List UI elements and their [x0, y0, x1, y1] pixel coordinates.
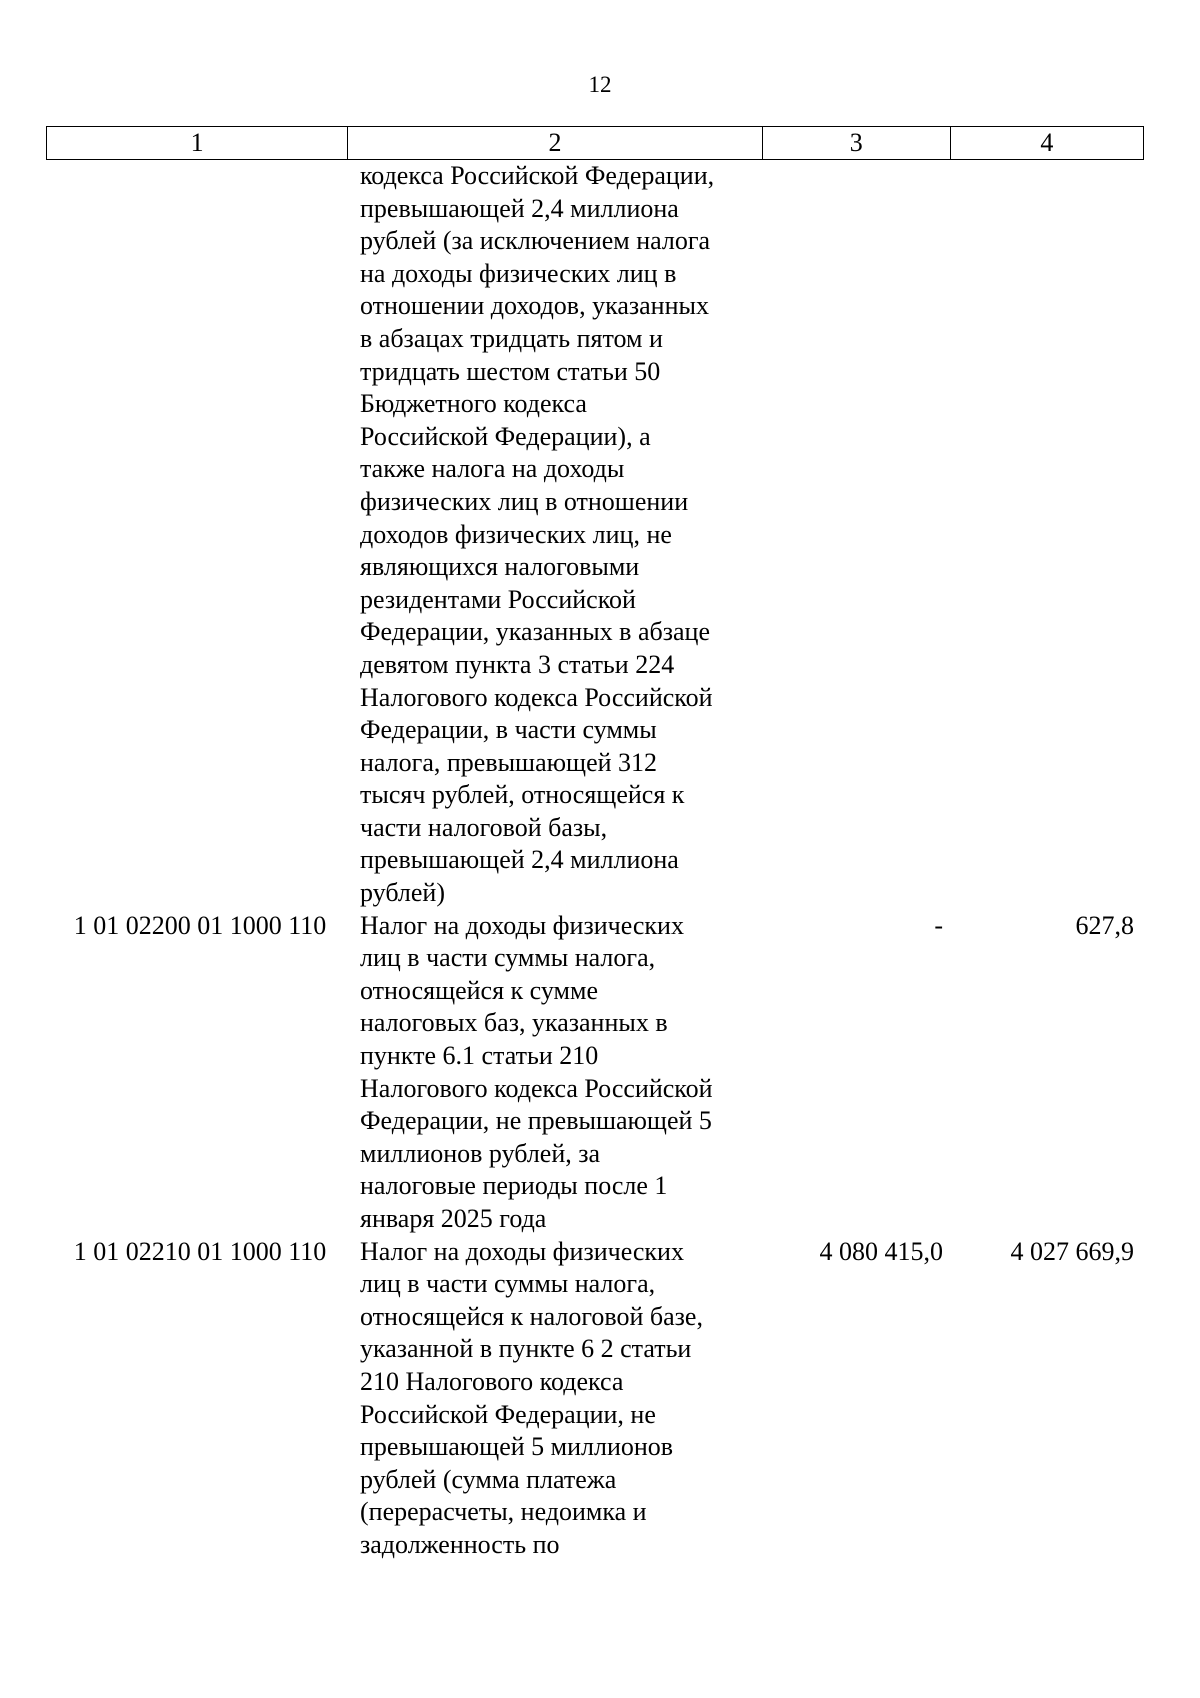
income-name-line: рублей (сумма платежа: [360, 1464, 617, 1494]
income-name-line: Налогового кодекса Российской: [360, 682, 713, 712]
income-name-line: также налога на доходы: [360, 454, 625, 484]
budget-code-cell: [46, 160, 348, 910]
table-row: [46, 1236, 1144, 1562]
column-header-table: [46, 126, 1144, 160]
income-name-line: доходов физических лиц, не: [360, 519, 672, 549]
column-header-3: 3: [762, 127, 950, 160]
table-row: [46, 910, 1144, 1236]
income-name-line: превышающей 2,4 миллиона: [360, 193, 679, 223]
income-name-line: на доходы физических лиц в: [360, 258, 677, 288]
amount-column-4-cell: [951, 160, 1144, 910]
income-name-line: кодекса Российской Федерации,: [360, 161, 715, 190]
income-name-line: превышающей 2,4 миллиона: [360, 845, 679, 875]
income-name-line: отношении доходов, указанных: [360, 291, 709, 321]
income-name-line: Федерации, не превышающей 5: [360, 1106, 712, 1136]
income-name-cell: [348, 1236, 765, 1562]
amount-column-3-cell: 4 080 415,0: [819, 1236, 943, 1266]
income-name-line: Федерации, в части суммы: [360, 715, 657, 745]
table-row: [46, 160, 1144, 910]
income-name-line: физических лиц в отношении: [360, 486, 689, 516]
income-name-line: (перерасчеты, недоимка и: [360, 1497, 647, 1527]
amount-column-3-cell: -: [934, 910, 943, 940]
income-name-line: 210 Налогового кодекса: [360, 1366, 624, 1396]
income-name-line: задолженность по: [360, 1529, 560, 1559]
income-name-line: девятом пункта 3 статьи 224: [360, 649, 675, 679]
table-body: [46, 160, 1144, 1562]
income-name-line: Федерации, указанных в абзаце: [360, 617, 710, 647]
income-name-line: рублей (за исключением налога: [360, 226, 711, 256]
income-name-line: лиц в части суммы налога,: [360, 943, 656, 973]
income-name-line: Налогового кодекса Российской: [360, 1073, 713, 1103]
income-name-line: миллионов рублей, за: [360, 1138, 601, 1168]
income-name-line: превышающей 5 миллионов: [360, 1432, 674, 1462]
income-name-line: Российской Федерации), а: [360, 421, 651, 451]
income-name-line: лиц в части суммы налога,: [360, 1269, 656, 1299]
income-name-cell: [348, 160, 765, 910]
income-name-line: относящейся к сумме: [360, 975, 598, 1005]
page-number: 12: [588, 72, 612, 97]
income-name-line: тридцать шестом статьи 50: [360, 356, 661, 386]
income-name-line: рублей): [360, 878, 445, 908]
amount-column-3-cell: [765, 160, 951, 910]
income-name-line: части налоговой базы,: [360, 812, 608, 842]
income-name-line: января 2025 года: [360, 1204, 547, 1233]
income-name-line: пункте 6.1 статьи 210: [360, 1041, 599, 1071]
amount-column-4-cell: 627,8: [1075, 910, 1134, 940]
income-name-line: налоговые периоды после 1: [360, 1171, 668, 1201]
column-header-1: 1: [47, 127, 348, 160]
income-name-line: являющихся налоговыми: [360, 552, 640, 582]
income-name-line: налога, превышающей 312: [360, 747, 658, 777]
income-name-line: тысяч рублей, относящейся к: [360, 780, 685, 810]
income-name-line: Бюджетного кодекса: [360, 389, 587, 419]
income-name-line: относящейся к налоговой базе,: [360, 1301, 703, 1331]
income-name-line: Налог на доходы физических: [360, 910, 684, 940]
budget-code-cell: 1 01 02210 01 1000 110: [73, 1236, 327, 1266]
income-name-cell: [348, 910, 765, 1236]
income-name-line: указанной в пункте 6 2 статьи: [360, 1334, 692, 1364]
column-header-row: [47, 127, 1144, 160]
income-name-line: налоговых баз, указанных в: [360, 1008, 668, 1038]
income-name-line: Российской Федерации, не: [360, 1399, 656, 1429]
column-header-2: 2: [348, 127, 763, 160]
budget-code-cell: 1 01 02200 01 1000 110: [73, 910, 327, 940]
income-name-line: в абзацах тридцать пятом и: [360, 323, 663, 353]
column-header-4: 4: [950, 127, 1143, 160]
income-name-line: резидентами Российской: [360, 584, 636, 614]
income-name-line: Налог на доходы физических: [360, 1236, 684, 1266]
amount-column-4-cell: 4 027 669,9: [1010, 1236, 1134, 1266]
